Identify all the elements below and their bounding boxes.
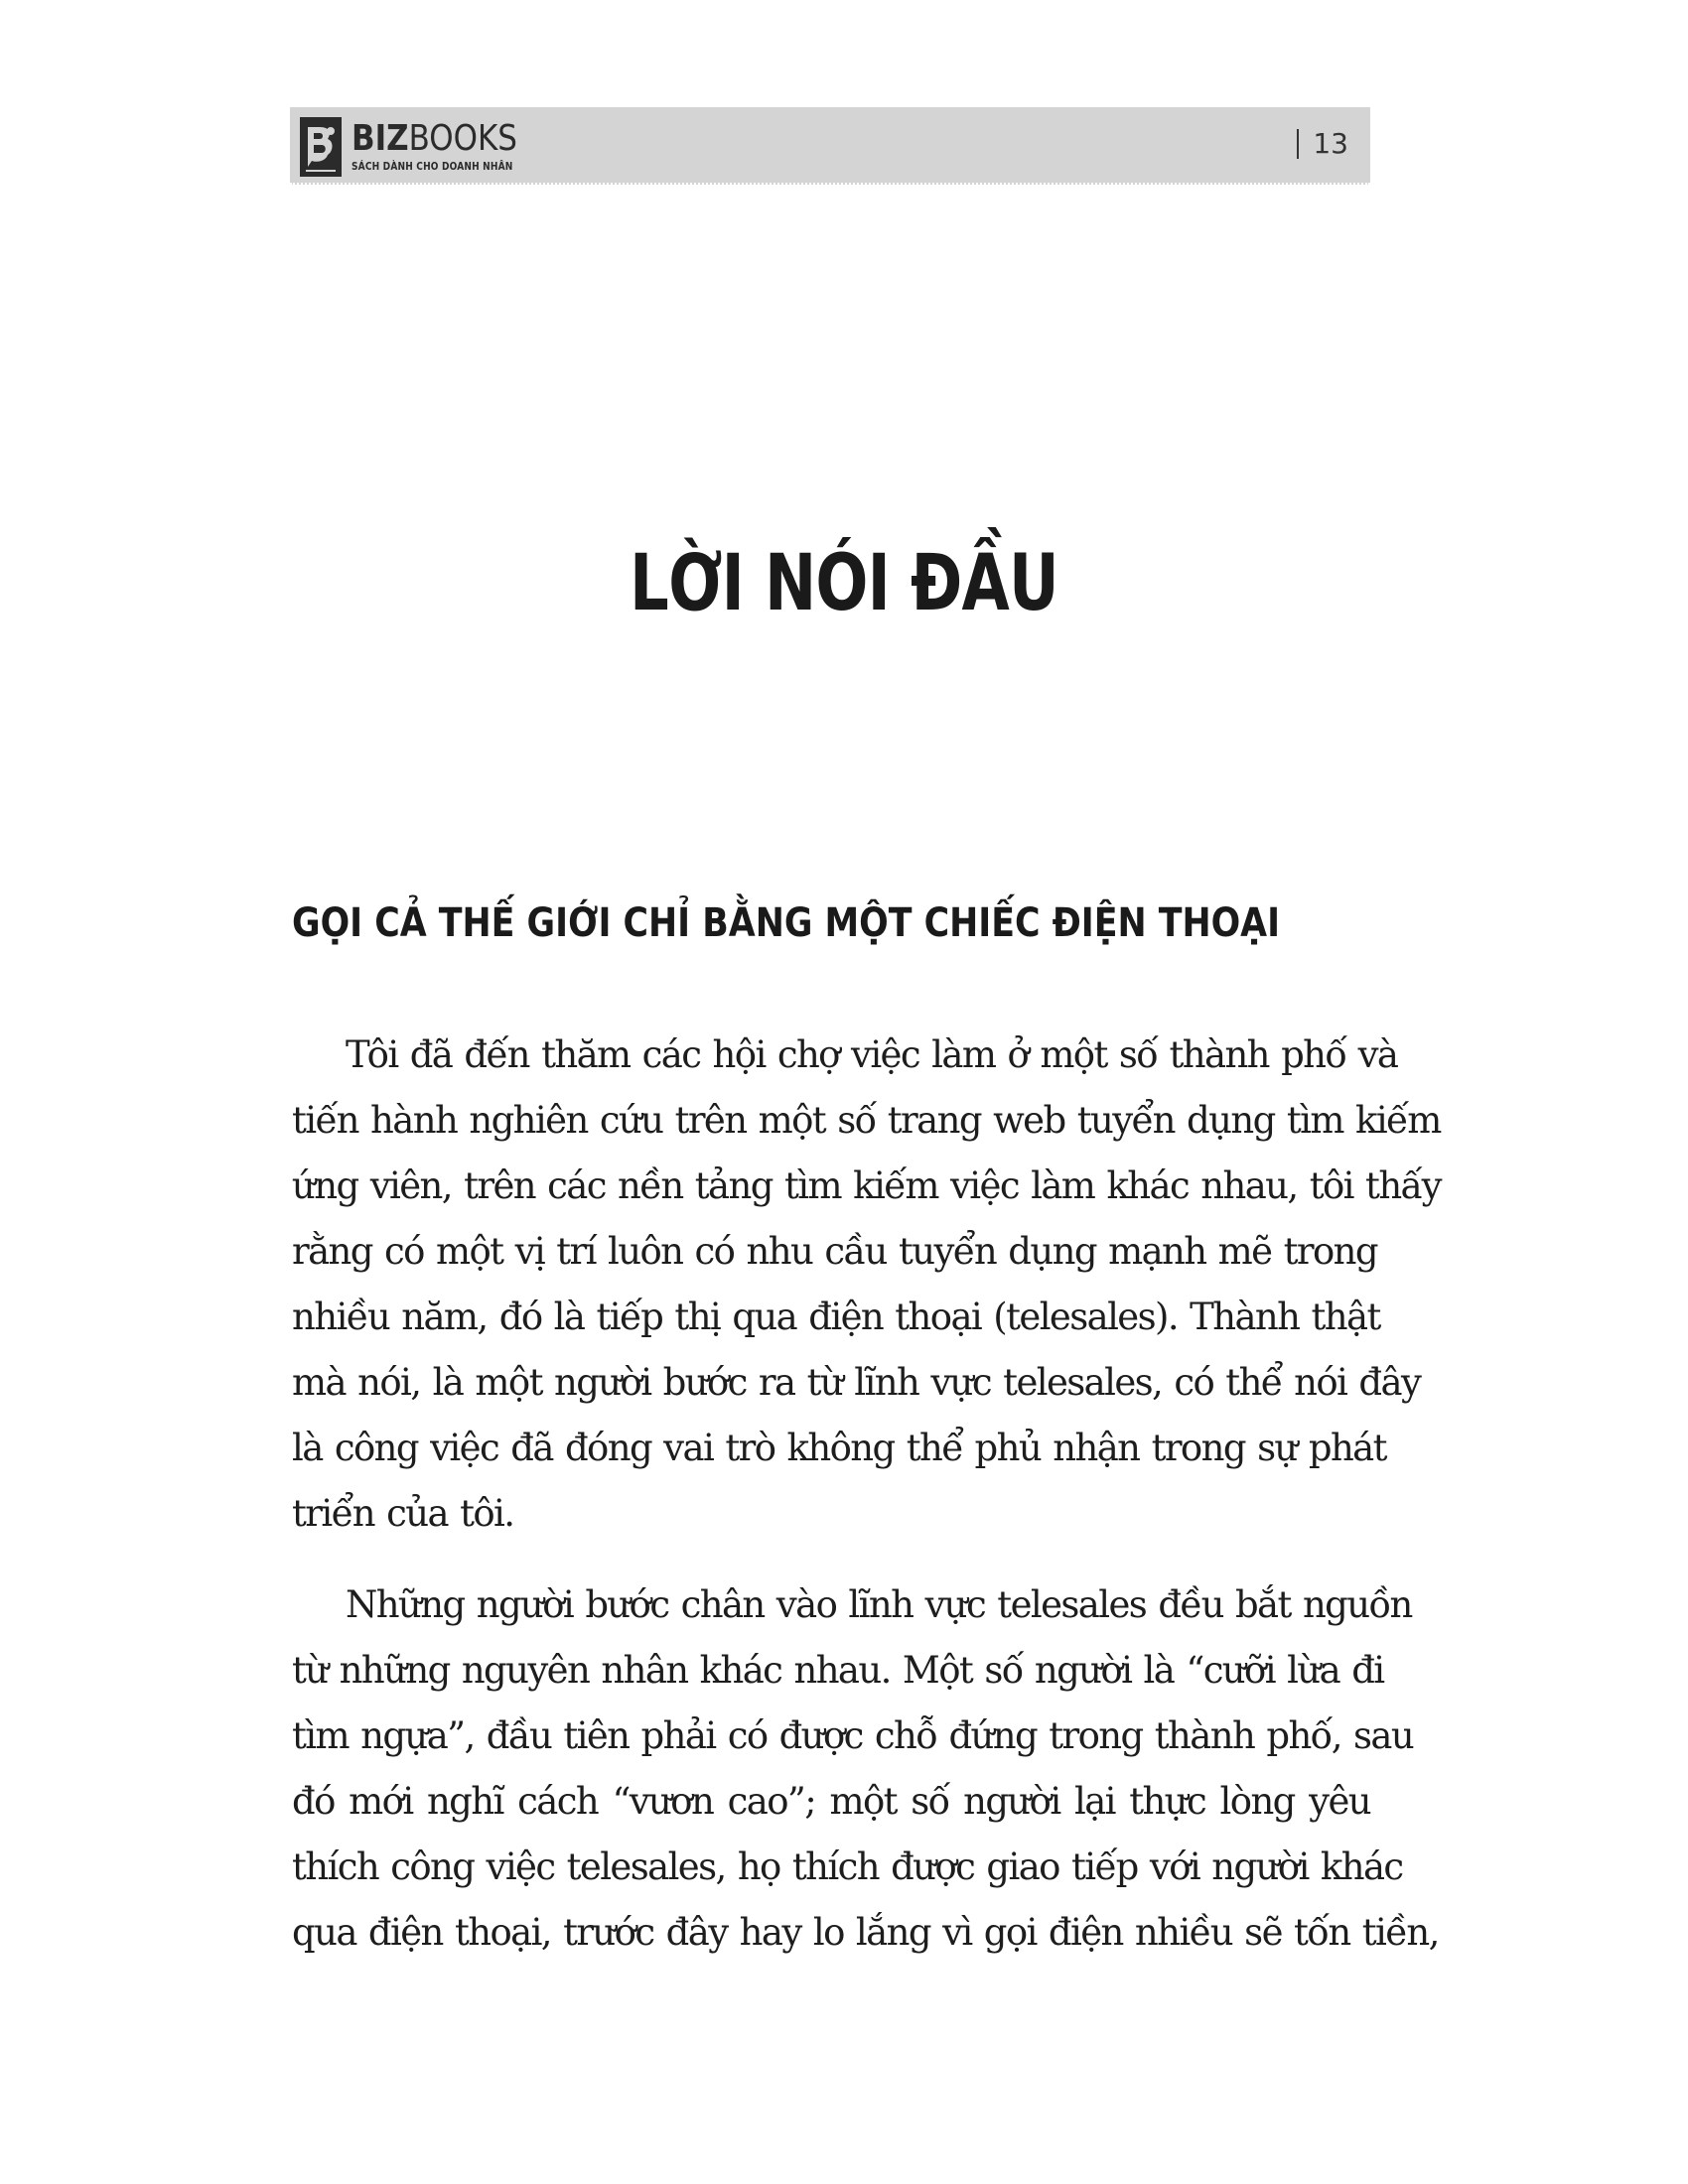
body-text xyxy=(292,1023,1441,1991)
publisher-logo xyxy=(300,116,544,178)
page-number-divider xyxy=(1297,129,1299,159)
chapter-title xyxy=(0,534,1688,633)
text-line: nhiều năm, đó là tiếp thị qua điện thoại (telesales). Thành thật xyxy=(292,1296,1380,1338)
text-line: tiến hành nghiên cứu trên một số trang web tuyển dụng tìm kiếm xyxy=(292,1099,1441,1142)
section-title xyxy=(292,893,1374,953)
page-number-value: 13 xyxy=(1313,127,1348,160)
brand-tagline: SÁCH DÀNH CHO DOANH NHÂN xyxy=(352,161,513,173)
running-header xyxy=(290,107,1370,185)
text-line: qua điện thoại, trước đây hay lo lắng vì gọi điện nhiều sẽ tốn tiền, xyxy=(292,1911,1439,1954)
brand-bold: BIZ xyxy=(352,118,409,159)
bizbooks-logo-icon xyxy=(300,117,342,177)
text-line: Những người bước chân vào lĩnh vực telesales đều bắt nguồn xyxy=(346,1583,1412,1626)
page-number xyxy=(1297,127,1348,160)
section-title-text: GỌI CẢ THẾ GIỚI CHỈ BẰNG MỘT CHIẾC ĐIỆN THOẠI xyxy=(292,900,1281,946)
text-line: ứng viên, trên các nền tảng tìm kiếm việc làm khác nhau, tôi thấy xyxy=(292,1164,1441,1207)
brand-light: BOOKS xyxy=(408,118,517,159)
text-line: thích công việc telesales, họ thích được giao tiếp với người khác xyxy=(292,1845,1403,1888)
paragraph xyxy=(292,1023,1441,1547)
text-line: mà nói, là một người bước ra từ lĩnh vực telesales, có thể nói đây xyxy=(292,1361,1421,1404)
text-line: là công việc đã đóng vai trò không thể phủ nhận trong sự phát xyxy=(292,1427,1386,1469)
chapter-title-text: LỜI NÓI ĐẦU xyxy=(630,539,1058,628)
text-line: rằng có một vị trí luôn có nhu cầu tuyển dụng mạnh mẽ trong xyxy=(292,1230,1377,1273)
paragraph xyxy=(292,1572,1439,1966)
text-line: Tôi đã đến thăm các hội chợ việc làm ở một số thành phố và xyxy=(346,1033,1398,1076)
text-line: triển của tôi. xyxy=(292,1492,514,1535)
brand-name xyxy=(352,118,517,159)
text-line: đó mới nghĩ cách “vươn cao”; một số người lại thực lòng yêu xyxy=(292,1780,1370,1823)
text-line: từ những nguyên nhân khác nhau. Một số người là “cưỡi lừa đi xyxy=(292,1649,1384,1692)
text-line: tìm ngựa”, đầu tiên phải có được chỗ đứng trong thành phố, sau xyxy=(292,1714,1414,1757)
